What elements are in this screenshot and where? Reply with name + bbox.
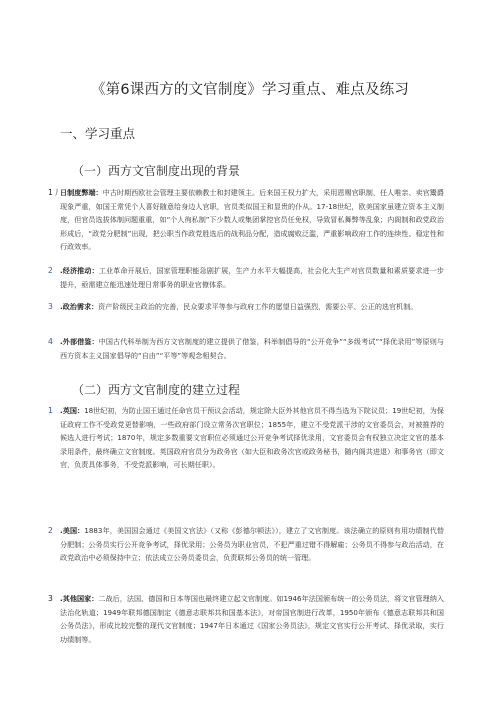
document-title: 《第6课西方的文官制度》学习重点、难点及练习 [90, 82, 410, 98]
list-item [48, 300, 444, 314]
list-item [48, 264, 445, 291]
item-text: 资产阶级民主政治的完善，民众要求平等参与政府工作的愿望日益强烈，需要公平、公正的选官机制。 [98, 302, 418, 311]
list-item [48, 404, 444, 472]
item-text: 二战后，法国、德国和日本等国也最终建立起文官制度。如1946年法国颁布统一的公务员法，将文官管理纳入法治化轨道；1949年联邦德国制定《德意志联邦共和国基本法》，对帝国官制进行改革，1950年颁布《德意志联邦共和国公务员法》，形成比较完整的现代文官制度；1947年日本通过《国家公务员法》，规定文官实行公开考试、择优录取，实行功绩制等。 [60, 594, 444, 644]
item-number: 2 [48, 266, 53, 275]
item-label: .政治需求： [60, 302, 99, 311]
item-number: 1 [48, 406, 53, 415]
section-heading-background: （一）西方文官制度出现的背景 [72, 164, 241, 178]
item-label: .经济推动： [60, 266, 99, 275]
item-label: .英国： [60, 406, 85, 415]
section-heading-establishment: （二）西方文官制度的建立过程 [72, 383, 241, 397]
item-number: 3 [48, 594, 53, 603]
item-label: .美国： [60, 526, 85, 535]
list-item [48, 592, 444, 646]
item-text: 工业革命开展后，国家管理职能急剧扩展，生产力水平大幅提高，社会化大生产对官员数量和素质要求进一步提升，亟需建立能迅速处理日常事务的职业官僚体系。 [60, 266, 445, 289]
item-label: .外部借鉴： [60, 337, 99, 346]
item-number: 1丿 [48, 188, 61, 197]
item-number: 3 [48, 302, 53, 311]
item-text: 中古时期西欧社会管理主要依赖教士和封建领主。后来国王权力扩大，采用恩赐官职制，任人唯亲、卖官鬻爵现象严重，如国王常凭个人喜好随意给身边人官职，官员类似国王和显贵的仆从。17-18世纪，欧美国家虽建立资本主义制度，但官员选拔体制问题重重，如“个人徇私制”下少数人或集团掌控官员任免权，导致冒私舞弊等乱象；内阁制和政党政治形成后，“政党分肥制”出现，把公职当作政党胜选后的战利品分配，造成腐败泛滥，严重影响政府工作的连续性、稳定性和行政效率。 [60, 188, 444, 252]
item-number: 2 [48, 526, 53, 535]
item-label: .其他国家： [60, 594, 99, 603]
item-text: 1883年，美国国会通过《美国文官法》（又称《彭德尔顿法》），建立了文官制度。该法确立的原则有用功绩制代替分肥制；公务员实行公开竞争考试，择优录用；公务员为职业官员，不犯严重过错不得解雇；公务员不得参与政治活动，在政党政治中必须保持中立；依法成立公务员委员会，负责联邦公务员的统一管理。 [60, 526, 444, 563]
item-text: 18世纪初，为防止国王通过任命官员干预议会活动，规定除大臣外其他官员不得当选为下院议员；19世纪初，为保证政府工作不受政党更替影响，一些政府部门设立常务次官职位；1855年，建立不受党派干涉的文官委员会，对被推荐的候选人进行考试；1870年，规定多数重要文官职位必须通过公开竞争考试择优录用，文官委员会有权独立决定文官的基本录用条件，最终确立文官制度。英国政府官员分为政务官（如大臣和政务次官或政务秘书，随内阁共进退）和事务官（即文官，负责具体事务，不受党派影响，可长期任职）。 [60, 406, 444, 470]
list-item [48, 335, 444, 362]
item-number: 4 [48, 337, 53, 346]
list-item [48, 524, 444, 565]
item-label: 日制度弊端： [60, 188, 103, 197]
list-item [48, 186, 444, 254]
heading-learning-focus: 一、学习重点 [60, 126, 136, 141]
item-text: 中国古代科举制为西方文官制度的建立提供了借鉴，科举制倡导的“公开竞争”“多级考试”“择优录用”等原则与西方资本主义国家倡导的“自由”“平等”等观念相契合。 [60, 337, 444, 360]
